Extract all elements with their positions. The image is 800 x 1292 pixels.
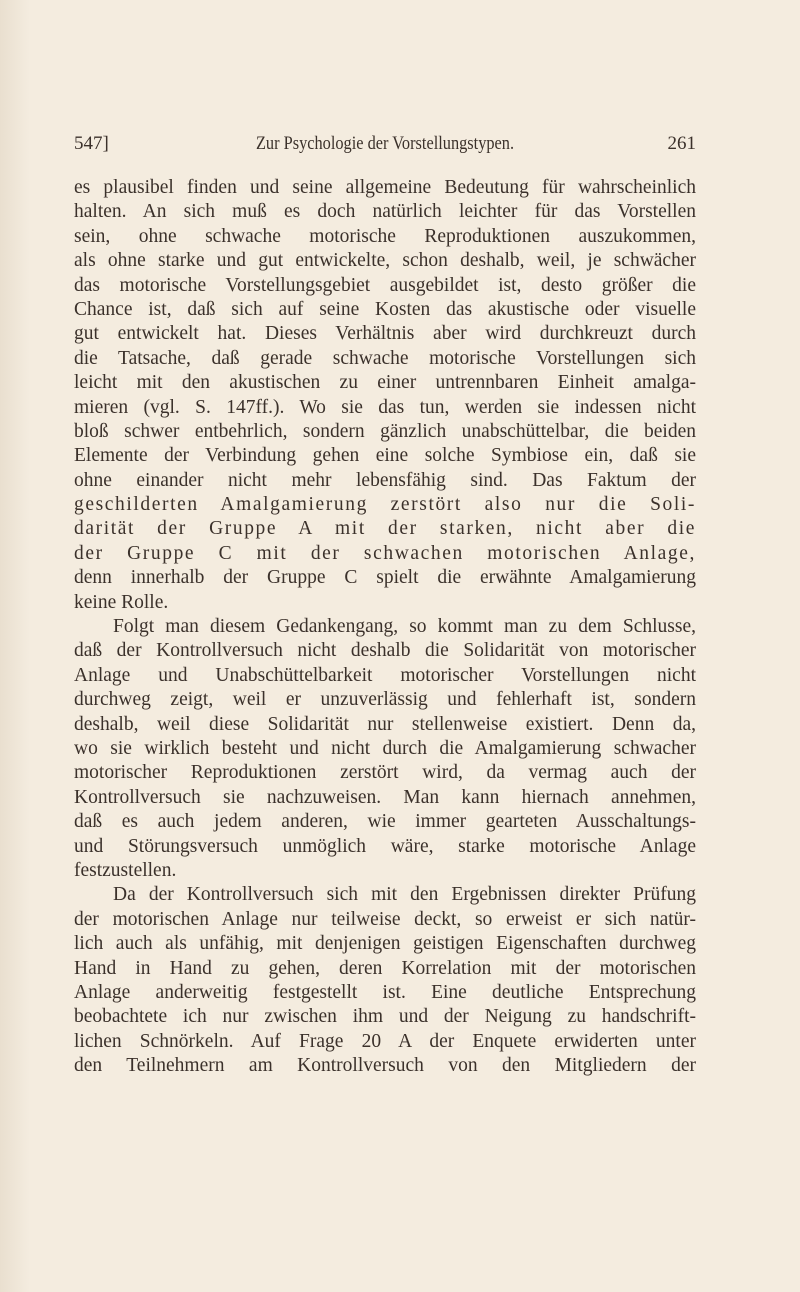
text-line: Kontrollversuch sie nachzuweisen. Man kann hiernach annehmen, [74, 786, 696, 808]
text-line: deshalb, weil diese Solidarität nur stellenweise existiert. Denn da, [74, 713, 696, 735]
text-line: der motorischen Anlage nur teilweise deckt, so erweist er sich natür- [74, 908, 696, 930]
text-line: gut entwickelt hat. Dieses Verhältnis aber wird durchkreuzt durch [74, 323, 696, 345]
text-line: keine Rolle. [74, 591, 169, 613]
text-line: daß der Kontrollversuch nicht deshalb die Solidarität von motorischer [74, 640, 696, 662]
text-line: Elemente der Verbindung gehen eine solche Symbiose ein, daß sie [74, 445, 696, 467]
text-line: beobachtete ich nur zwischen ihm und der Neigung zu handschrift- [74, 1006, 696, 1028]
text-line: lichen Schnörkeln. Auf Frage 20 A der Enquete erwiderten unter [74, 1030, 696, 1052]
text-line: daß es auch jedem anderen, wie immer gearteten Ausschaltungs- [74, 811, 696, 833]
text-line: durchweg zeigt, weil er unzuverlässig und fehlerhaft ist, sondern [74, 689, 696, 711]
paragraph [74, 176, 696, 615]
text-line: geschilderten Amalgamierung zerstört also nur die Soli- [74, 494, 696, 516]
text-line: sein, ohne schwache motorische Reproduktionen auszukommen, [74, 225, 696, 247]
text-line: ohne einander nicht mehr lebensfähig sind. Das Faktum der [74, 469, 696, 491]
text-line: der Gruppe C mit der schwachen motorischen Anlage, [74, 542, 696, 564]
text-line: wo sie wirklich besteht und nicht durch die Amalgamierung schwacher [74, 737, 696, 759]
paragraph [74, 883, 696, 1078]
text-line: bloß schwer entbehrlich, sondern gänzlich unabschüttelbar, die beiden [74, 420, 696, 442]
text-line: darität der Gruppe A mit der starken, nicht aber die [74, 518, 696, 540]
text-line: das motorische Vorstellungsgebiet ausgebildet ist, desto größer die [74, 274, 696, 296]
page-edge-shadow [0, 0, 30, 1292]
text-line: Da der Kontrollversuch sich mit den Ergebnissen direkter Prüfung [113, 884, 696, 906]
paragraph [74, 615, 696, 883]
text-line: Folgt man diesem Gedankengang, so kommt man zu dem Schlusse, [113, 616, 696, 638]
running-header [74, 133, 696, 159]
text-line: Anlage und Unabschüttelbarkeit motorischer Vorstellungen nicht [74, 664, 696, 686]
text-line: leicht mit den akustischen zu einer untrennbaren Einheit amalga- [74, 372, 696, 394]
page-number: 261 [667, 133, 696, 154]
body-text [74, 176, 696, 1078]
text-line: es plausibel finden und seine allgemeine Bedeutung für wahrscheinlich [74, 177, 696, 198]
text-line: denn innerhalb der Gruppe C spielt die erwähnte Amalgamierung [74, 567, 696, 589]
text-line: Hand in Hand zu gehen, deren Korrelation mit der motorischen [74, 957, 696, 979]
text-line: festzustellen. [74, 859, 177, 881]
text-line: mieren (vgl. S. 147ff.). Wo sie das tun, werden sie indessen nicht [74, 396, 696, 418]
text-line: und Störungsversuch unmöglich wäre, starke motorische Anlage [74, 835, 696, 857]
text-line: den Teilnehmern am Kontrollversuch von den Mitgliedern der [74, 1055, 696, 1077]
text-line: als ohne starke und gut entwickelte, schon deshalb, weil, je schwächer [74, 250, 696, 272]
text-line: halten. An sich muß es doch natürlich leichter für das Vorstellen [74, 201, 696, 223]
text-line: motorischer Reproduktionen zerstört wird, da vermag auch der [74, 762, 696, 784]
running-title: Zur Psychologie der Vorstellungstypen. [255, 133, 515, 154]
text-line: Anlage anderweitig festgestellt ist. Eine deutliche Entsprechung [74, 981, 696, 1003]
text-line: lich auch als unfähig, mit denjenigen geistigen Eigenschaften durchweg [74, 933, 696, 955]
section-number: 547] [74, 133, 109, 154]
text-line: die Tatsache, daß gerade schwache motorische Vorstellungen sich [74, 347, 696, 369]
text-line: Chance ist, daß sich auf seine Kosten das akustische oder visuelle [74, 298, 696, 320]
